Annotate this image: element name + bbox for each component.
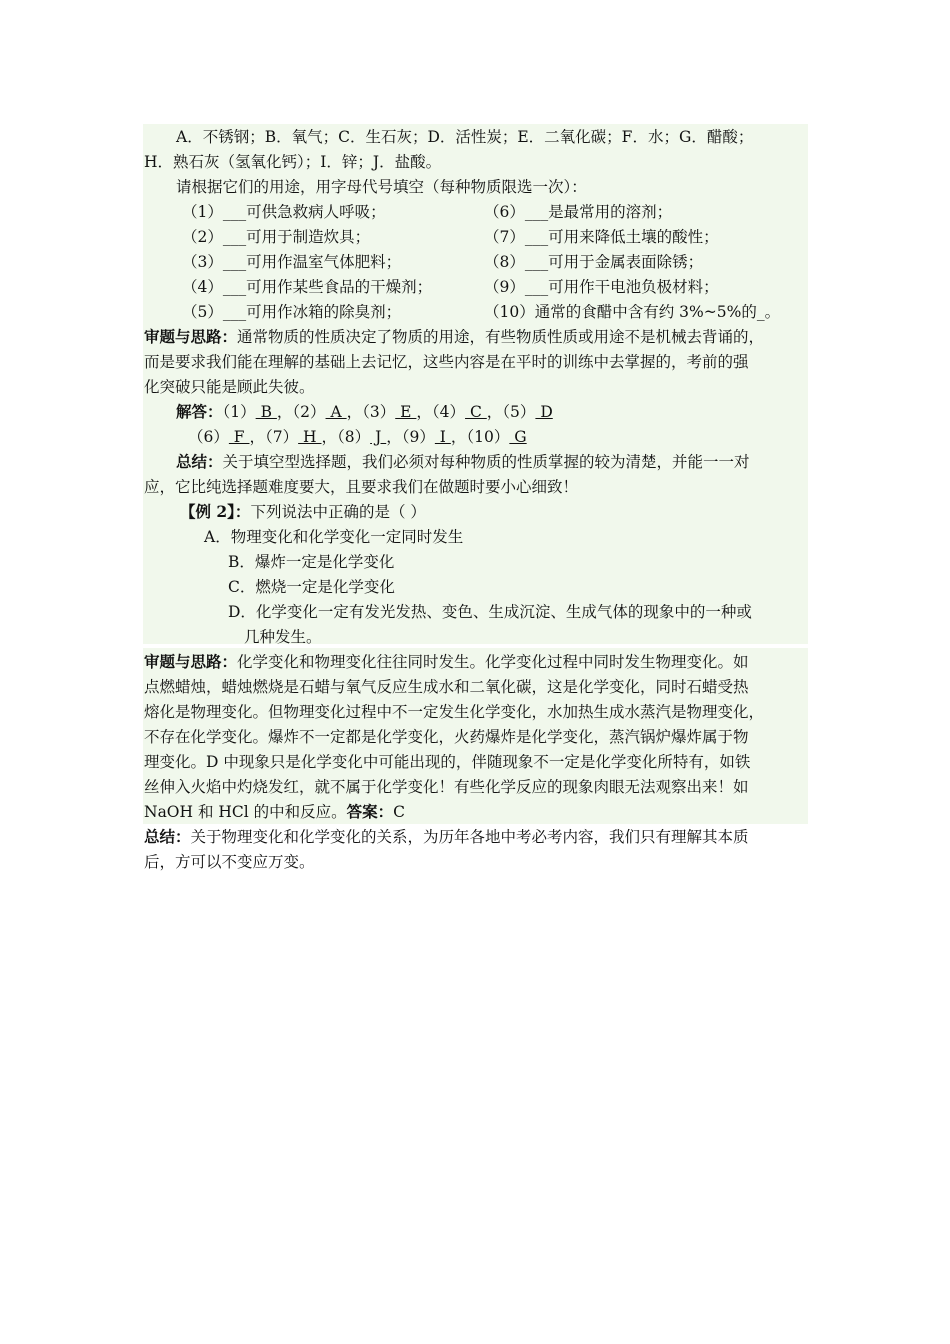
analysis-label: 审题与思路： xyxy=(144,652,238,671)
blank-item: （7）___可用来降低土壤的酸性； xyxy=(484,228,719,246)
answer-value: A xyxy=(325,403,347,421)
answer-value: C xyxy=(393,803,406,821)
choice-a: A．物理变化和化学变化一定同时发生 xyxy=(204,528,464,546)
blank-item: （5）___可用作冰箱的除臭剂； xyxy=(182,303,402,321)
analysis-paragraph: 审题与思路：化学变化和物理变化往往同时发生。化学变化过程中同时发生物理变化。如 xyxy=(144,652,749,671)
answer-line: （6） F ，（7） H ，（8） J ，（9） I ，（10） G xyxy=(188,428,527,446)
choice-d: D．化学变化一定有发光发热、变色、生成沉淀、生成气体的现象中的一种或 xyxy=(228,603,752,621)
analysis-line: 熔化是物理变化。但物理变化过程中不一定发生化学变化，水加热生成水蒸汽是物理变化， xyxy=(144,703,765,721)
analysis-label: 审题与思路： xyxy=(144,327,238,346)
summary-line: 后，方可以不变应万变。 xyxy=(144,853,315,871)
answer-value: G xyxy=(509,428,527,446)
blank-item: （6）___是最常用的溶剂； xyxy=(484,203,673,221)
analysis-line: 化突破只能是顾此失彼。 xyxy=(144,378,315,396)
choice-d-cont: 几种发生。 xyxy=(244,628,322,646)
blank-item: （9）___可用作干电池负极材料； xyxy=(484,278,719,296)
analysis-line: NaOH 和 HCl 的中和反应。答案：C xyxy=(144,802,406,821)
analysis-line: 而是要求我们能在理解的基础上去记忆，这些内容是在平时的训练中去掌握的，考前的强 xyxy=(144,353,749,371)
answer-value: F xyxy=(228,428,250,446)
answer-value: B xyxy=(255,403,277,421)
answer-label: 答案： xyxy=(346,802,394,821)
options-line: A．不锈钢；B．氧气；C．生石灰；D．活性炭；E．二氧化碳；F．水；G．醋酸； xyxy=(176,128,754,146)
example-heading: 【例 2】：下列说法中正确的是（ ） xyxy=(180,502,426,521)
summary-label: 总结： xyxy=(144,827,191,846)
blank-item: （3）___可用作温室气体肥料； xyxy=(182,253,402,271)
instruction: 请根据它们的用途，用字母代号填空（每种物质限选一次）： xyxy=(176,178,587,196)
answer-value: I xyxy=(434,428,451,446)
analysis-line: 点燃蜡烛，蜡烛燃烧是石蜡与氧气反应生成水和二氧化碳，这是化学变化，同时石蜡受热 xyxy=(144,678,749,696)
analysis-line: 丝伸入火焰中灼烧发红，就不属于化学变化！有些化学反应的现象肉眼无法观察出来！如 xyxy=(144,778,749,796)
blank-item: （4）___可用作某些食品的干燥剂； xyxy=(182,278,433,296)
blank-item: （10）通常的食醋中含有约 3%~5%的_。 xyxy=(484,303,781,321)
blank-item: （2）___可用于制造炊具； xyxy=(182,228,371,246)
answer-value: J xyxy=(370,428,387,446)
answer-value: E xyxy=(395,403,417,421)
summary-paragraph: 总结：关于物理变化和化学变化的关系，为历年各地中考必考内容，我们只有理解其本质 xyxy=(144,827,749,846)
choice-b: B．爆炸一定是化学变化 xyxy=(228,553,395,571)
analysis-line: 不存在化学变化。爆炸不一定都是化学变化，火药爆炸是化学变化，蒸汽锅炉爆炸属于物 xyxy=(144,728,749,746)
summary-paragraph: 总结：关于填空型选择题，我们必须对每种物质的性质掌握的较为清楚，并能一一对 xyxy=(176,452,750,471)
blank-item: （8）___可用于金属表面除锈； xyxy=(484,253,704,271)
summary-label: 总结： xyxy=(176,452,223,471)
answer-value: D xyxy=(535,403,553,421)
answer-label: 解答： xyxy=(176,402,223,421)
summary-line: 应，它比纯选择题难度要大，且要求我们在做题时要小心细致！ xyxy=(144,478,579,496)
blank-item: （1）___可供急救病人呼吸； xyxy=(182,203,386,221)
example-label: 【例 2】： xyxy=(180,502,251,521)
analysis-line: 理变化。D 中现象只是化学变化中可能出现的，伴随现象不一定是化学变化所特有，如铁 xyxy=(144,753,751,771)
choice-c: C．燃烧一定是化学变化 xyxy=(228,578,395,596)
answer-value: H xyxy=(298,428,322,446)
options-line: H．熟石灰（氢氧化钙）；I．锌；J．盐酸。 xyxy=(144,153,442,171)
answer-line: 解答：（1） B ，（2） A ，（3） E ，（4） C ，（5） D xyxy=(176,402,553,421)
answer-value: C xyxy=(465,403,487,421)
analysis-paragraph: 审题与思路：通常物质的性质决定了物质的用途，有些物质性质或用途不是机械去背诵的， xyxy=(144,327,765,346)
